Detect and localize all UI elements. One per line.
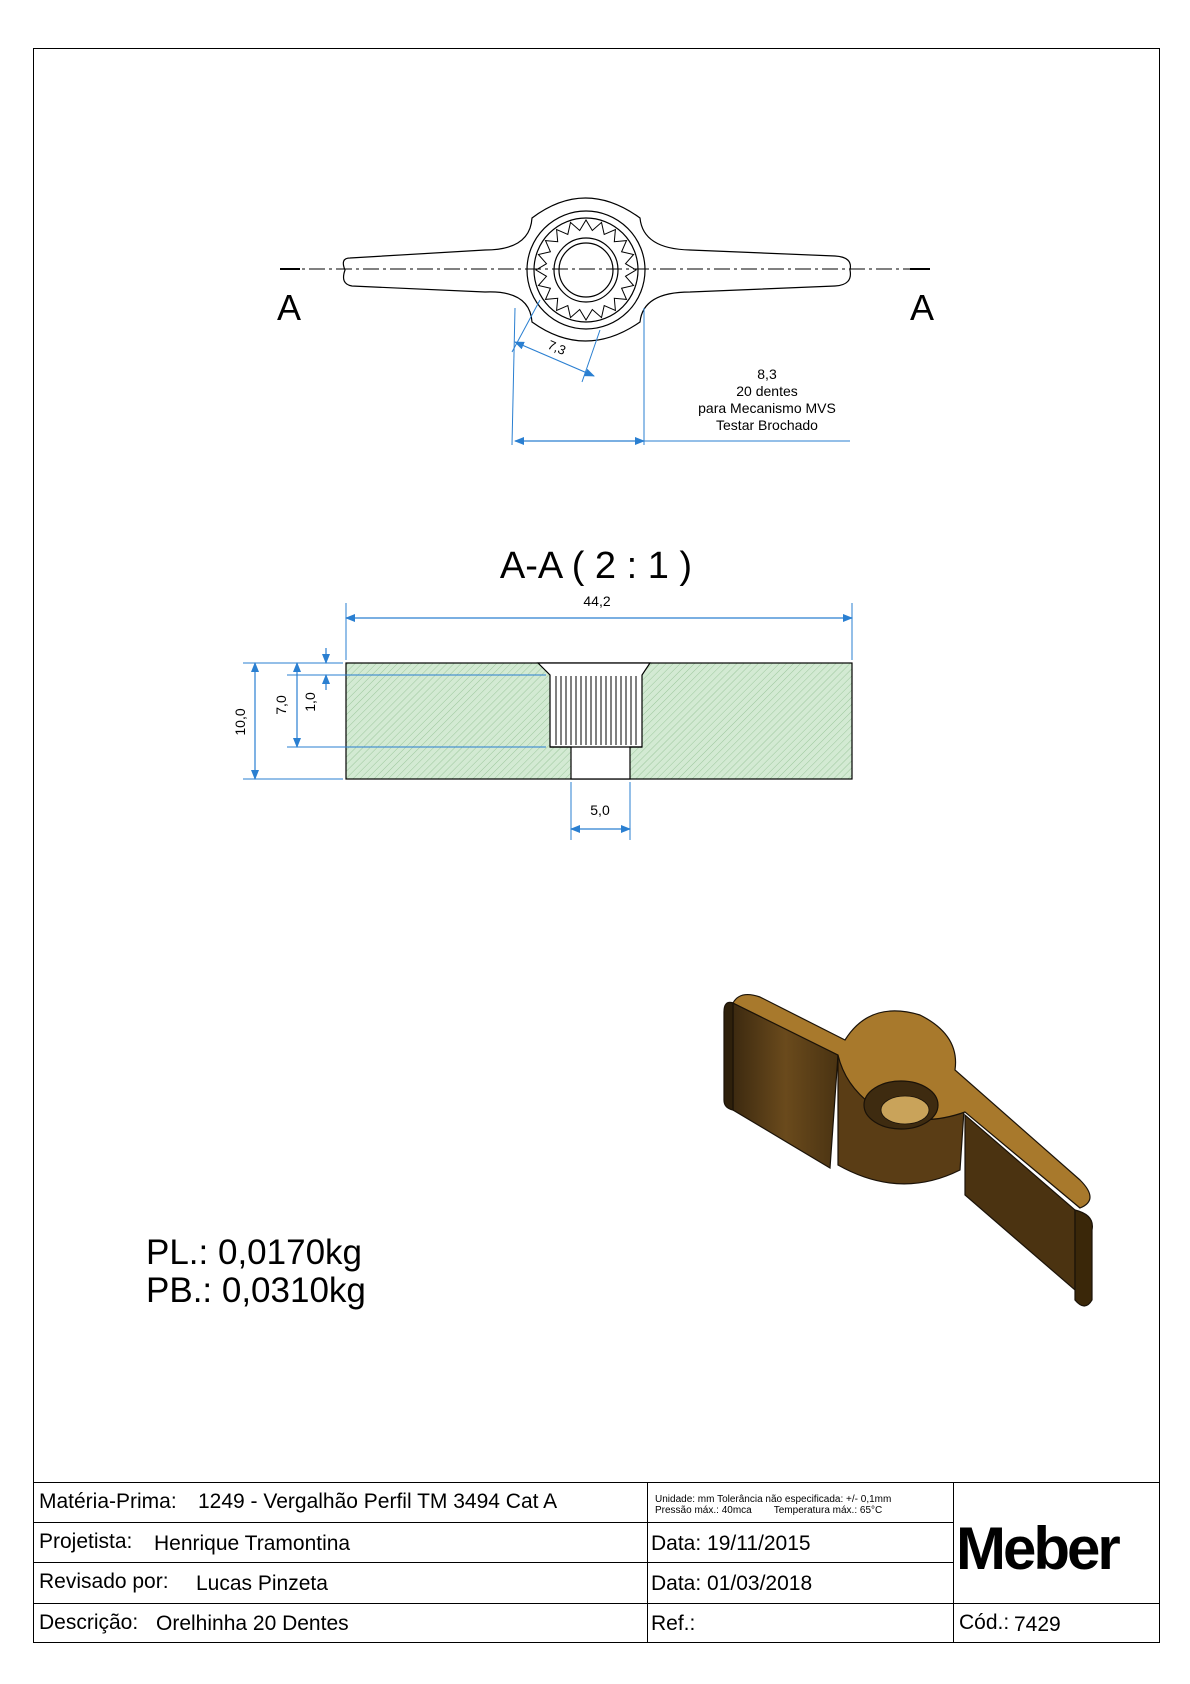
dim-hole-label: 5,0 (590, 802, 610, 818)
net-weight: PL.: 0,0170kg (146, 1233, 362, 1272)
section-marker-right: A (910, 287, 935, 328)
dim-teeth-label: 7,3 (545, 337, 569, 358)
revisado-label: Revisado por: (39, 1570, 169, 1593)
dim-chamfer-label: 1,0 (302, 692, 318, 712)
iso-view (724, 995, 1092, 1306)
cod-value: 7429 (1014, 1613, 1061, 1636)
note-line: Testar Brochado (716, 417, 818, 433)
section-view (346, 663, 852, 779)
note-line: 20 dentes (736, 383, 798, 399)
teeth-note (698, 366, 836, 433)
revisado-value: Lucas Pinzeta (196, 1572, 328, 1595)
title-block (33, 1482, 1160, 1643)
notes-line-1: Unidade: mm Tolerância não especificada: +/- 0,1mm (655, 1494, 892, 1505)
gross-weight: PB.: 0,0310kg (146, 1271, 366, 1310)
date-revised: Data: 01/03/2018 (651, 1572, 813, 1595)
projetista-label: Projetista: (39, 1530, 133, 1553)
ref-label: Ref.: (651, 1612, 696, 1635)
notes-line-2: Pressão máx.: 40mca Temperatura máx.: 65°C (655, 1505, 883, 1516)
descricao-value: Orelhinha 20 Dentes (156, 1612, 349, 1635)
top-view (280, 198, 930, 341)
materia-prima-value: 1249 - Vergalhão Perfil TM 3494 Cat A (198, 1490, 558, 1513)
section-title: A-A ( 2 : 1 ) (499, 545, 693, 587)
descricao-label: Descrição: (39, 1611, 139, 1634)
note-line: para Mecanismo MVS (698, 400, 836, 416)
dim-width-label: 44,2 (583, 593, 611, 609)
date-created: Data: 19/11/2015 (651, 1532, 811, 1555)
dim-height-label: 10,0 (232, 708, 248, 736)
meber-logo: Meber (956, 1515, 1118, 1582)
hub-outer (527, 211, 645, 329)
section-marker-left: A (277, 287, 302, 328)
materia-prima-label: Matéria-Prima: (39, 1490, 177, 1513)
weights (146, 1234, 366, 1310)
note-line: 8,3 (757, 366, 777, 382)
teeth-ring (536, 220, 636, 320)
bore-circle (554, 238, 618, 302)
projetista-value: Henrique Tramontina (154, 1532, 351, 1555)
cod-label: Cód.: (959, 1611, 1010, 1634)
dim-depth-label: 7,0 (273, 695, 289, 715)
